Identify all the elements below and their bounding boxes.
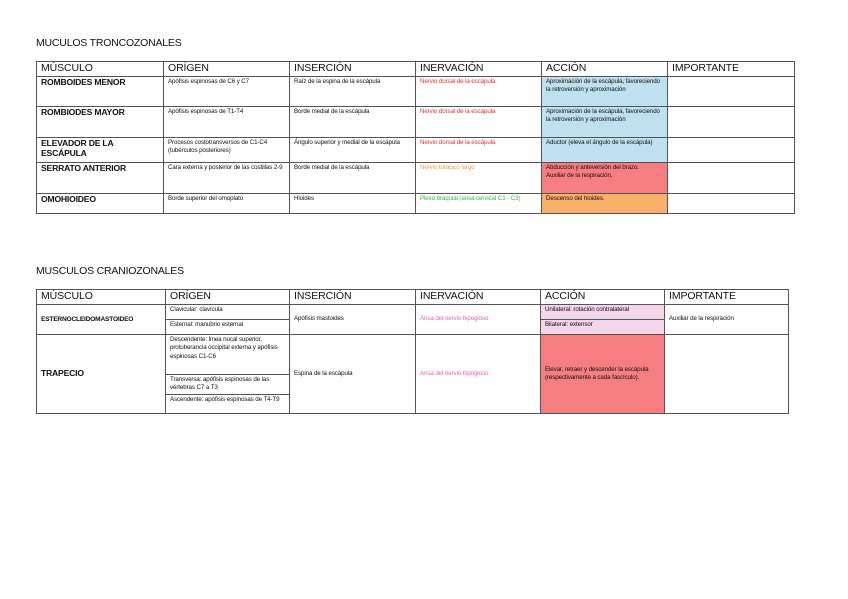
table-row [37, 194, 795, 214]
muscle-name: ROMBIODES MAYOR [37, 107, 164, 138]
innervation-cell: Nervio dorsal de la escápula [416, 77, 542, 107]
header-accion: ACCIÓN [542, 62, 668, 77]
important-cell [668, 77, 795, 107]
origin-cell: Borde superior del omoplato [164, 194, 290, 214]
section-title-troncozonales: MUCULOS TRONCOZONALES [36, 37, 182, 49]
action-cell: Unilateral: rotación contralateral [541, 305, 665, 320]
insertion-cell: Borde medial de la escápula [290, 107, 416, 138]
important-cell [668, 163, 795, 194]
origin-cell: Cara externa y posterior de las costillas 2-9 [164, 163, 290, 194]
header-inervacion: INERVACIÓN [416, 62, 542, 77]
action-cell: Elevar, retraer y descender la escápula (respectivamente a cada fascículo). [541, 335, 665, 414]
table-row [37, 305, 789, 320]
origin-cell: Esternal: manubrio esternal [166, 320, 290, 335]
header-accion: ACCIÓN [541, 290, 665, 305]
origin-cell: Procesos costotransversos de C1-C4 (tubérculos posteriores) [164, 138, 290, 163]
origin-cell: Transversa: apófisis espinosas de las vértebras C7 a T3 [166, 375, 290, 395]
header-musculo: MÚSCULO [37, 290, 166, 305]
insertion-cell: Hioides [290, 194, 416, 214]
muscle-name: ESTERNOCLEIDOMASTOIDEO [37, 305, 166, 335]
action-cell: Bilateral: extensor [541, 320, 665, 335]
insertion-cell: Ángulo superior y medial de la escápula [290, 138, 416, 163]
origin-cell: Descendente: línea nucal superior, protuberancia occipital externa y apófisis espinosas C1-C6 [166, 335, 290, 375]
table-row [37, 77, 795, 107]
table-header-row [37, 62, 795, 77]
header-origen: ORÍGEN [164, 62, 290, 77]
action-cell: Descenso del hioides. [542, 194, 668, 214]
header-importante: IMPORTANTE [665, 290, 789, 305]
innervation-cell: Ansa del nervio hipogloso [416, 305, 541, 335]
action-cell: Aductor (eleva el ángulo de la escápula) [542, 138, 668, 163]
insertion-cell: Espina de la escápula [290, 335, 416, 414]
table-row [37, 107, 795, 138]
muscle-name: TRAPECIO [37, 335, 166, 414]
action-cell: Aproximación de la escápula, favoreciendo la retroversión y aproximación [542, 77, 668, 107]
troncozonales-table [36, 61, 795, 214]
craniozonales-table [36, 289, 789, 414]
important-cell: Auxiliar de la respiración [665, 305, 789, 335]
header-insercion: INSERCIÓN [290, 62, 416, 77]
insertion-cell: Borde medial de la escápula [290, 163, 416, 194]
table-row [37, 163, 795, 194]
muscle-name: ELEVADOR DE LA ESCÁPULA [37, 138, 164, 163]
action-cell [542, 163, 668, 194]
section-title-craniozonales: MUSCULOS CRANIOZONALES [36, 265, 184, 277]
header-origen: ORÍGEN [166, 290, 290, 305]
muscle-name: SERRATO ANTERIOR [37, 163, 164, 194]
muscle-name: OMOHIOIDEO [37, 194, 164, 214]
important-cell [665, 335, 789, 414]
innervation-cell: Nervio dorsal de la escápula [416, 107, 542, 138]
innervation-cell: Plexo braquial (ansa cervical C1 - C3) [416, 194, 542, 214]
innervation-cell: Ansa del nervio hipogloso [416, 335, 541, 414]
innervation-cell: Nervio dorsal de la escápula [416, 138, 542, 163]
insertion-cell: Raíz de la espina de la escápula [290, 77, 416, 107]
origin-cell: Apófisis espinosas de C6 y C7 [164, 77, 290, 107]
important-cell [668, 107, 795, 138]
origin-cell: Apófisis espinosas de T1-T4 [164, 107, 290, 138]
header-insercion: INSERCIÓN [290, 290, 416, 305]
insertion-cell: Apófisis mastoides [290, 305, 416, 335]
important-cell [668, 194, 795, 214]
origin-cell: Clavicular: clavícula [166, 305, 290, 320]
action-line: Auxiliar de la respiración. [546, 172, 613, 180]
table-row [37, 138, 795, 163]
header-inervacion: INERVACIÓN [416, 290, 541, 305]
action-cell: Aproximación de la escápula, favoreciendo la retroversión y aproximación [542, 107, 668, 138]
muscle-name: ROMBOIDES MENOR [37, 77, 164, 107]
table-row [37, 335, 789, 375]
table-header-row [37, 290, 789, 305]
header-musculo: MÚSCULO [37, 62, 164, 77]
action-line: Abducción y anteversión del brazo. [546, 164, 639, 171]
header-importante: IMPORTANTE [668, 62, 795, 77]
origin-cell: Ascendente: apófisis espinosas de T4-T9 [166, 394, 290, 413]
important-cell [668, 138, 795, 163]
innervation-cell: Nervio toracico largo [416, 163, 542, 194]
